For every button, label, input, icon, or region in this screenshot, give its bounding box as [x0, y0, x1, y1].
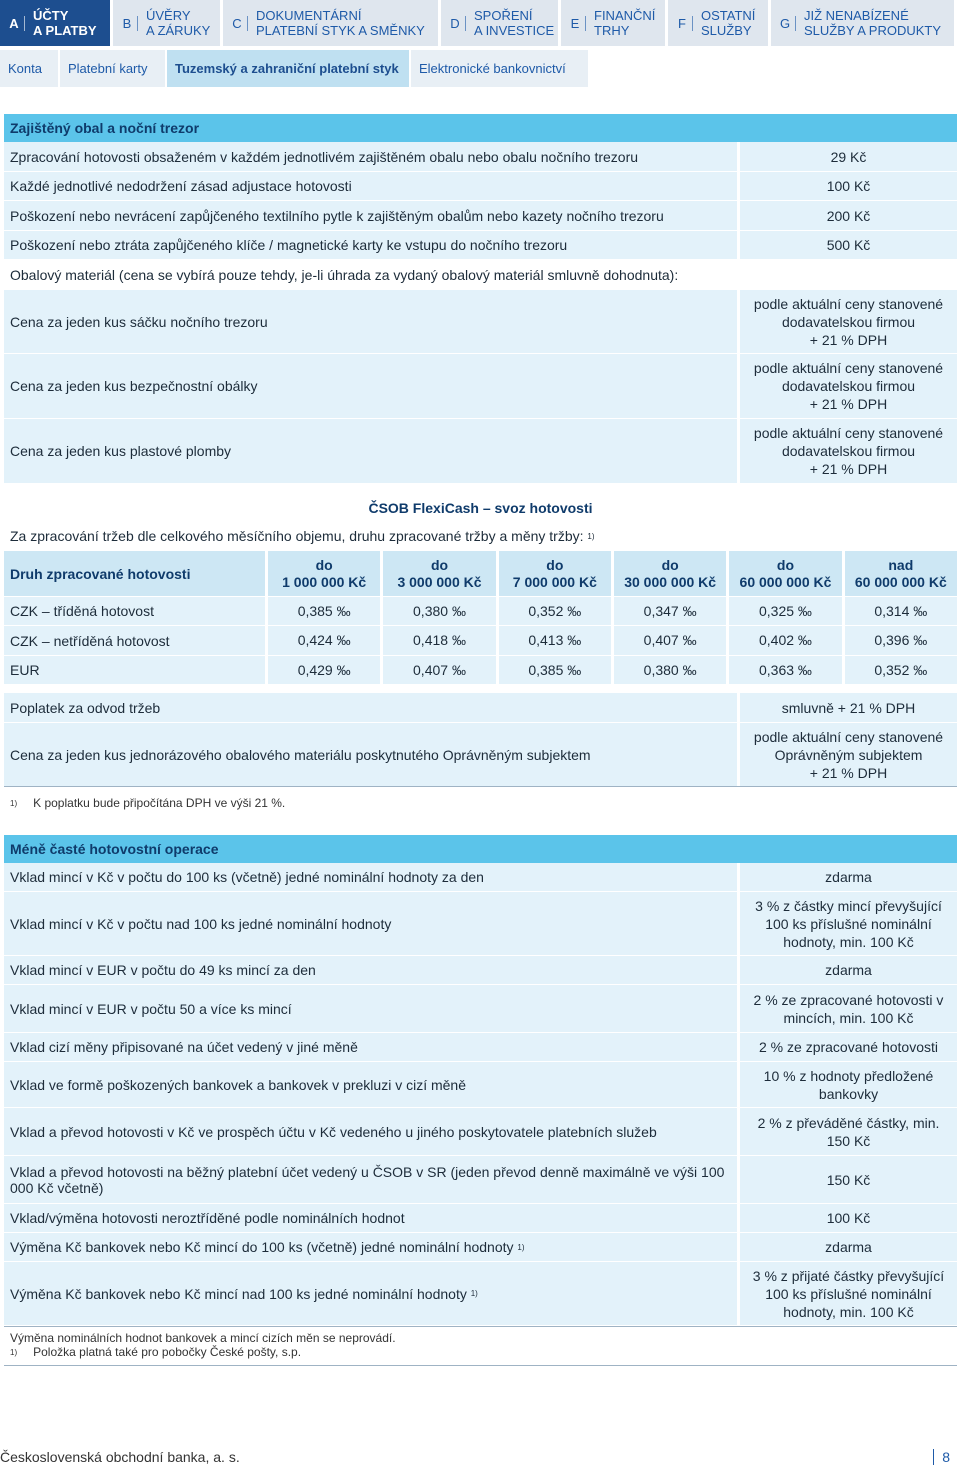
cell: 0,413 ‰: [496, 626, 611, 655]
row-value: 29 Kč: [737, 142, 957, 171]
table-row: [4, 201, 957, 231]
operace-table: [4, 835, 957, 1366]
section-nav: [0, 0, 960, 46]
row-label: [4, 1233, 737, 1261]
nav-tab-label: FINANČNÍ TRHY: [594, 8, 656, 38]
nav-tab-a[interactable]: [0, 0, 110, 46]
note: [4, 1326, 957, 1344]
row-value: 3 % z částky mincí převyšující 100 ks příslušné nominální hodnoty, min. 100 Kč: [737, 892, 957, 955]
spacer: [4, 685, 957, 693]
sub-nav: [0, 50, 588, 87]
row-value: 100 Kč: [737, 172, 957, 200]
row-label: Poškození nebo nevrácení zapůjčeného textilního pytle k zajištěným obalům nebo kazety nočního trezoru: [10, 207, 664, 224]
row-value: podle aktuální ceny stanovené dodavatelskou firmou + 21 % DPH: [737, 290, 957, 353]
note-text: Výměna nominálních hodnot bankovek a mincí cizích měn se neprovádí.: [10, 1330, 396, 1345]
row-value: zdarma: [737, 956, 957, 984]
row-label: [4, 1033, 737, 1061]
intro-text: Za zpracování tržeb dle celkového měsíčního objemu, druhu zpracované tržby a měny tržby:: [10, 528, 584, 544]
row-label: Poškození nebo ztráta zapůjčeného klíče / magnetické karty ke vstupu do nočního trezoru: [10, 237, 568, 253]
row-label: Poplatek za odvod tržeb: [10, 699, 161, 716]
nav-tab-label: DOKUMENTÁRNÍ PLATEBNÍ STYK A SMĚNKY: [256, 8, 425, 38]
footnote-text: Položka platná také pro pobočky České pošty, s.p.: [33, 1345, 302, 1359]
flexicash-intro: [4, 522, 957, 551]
row-label-text: Vklad cizí měny připisované na účet vedený v jiné měně: [10, 1039, 358, 1055]
nav-tab-letter: C: [232, 15, 242, 31]
table-row: [4, 1156, 957, 1204]
nav-tab-letter: F: [678, 15, 686, 31]
row-value: zdarma: [737, 863, 957, 891]
table-row: [4, 693, 957, 723]
nav-tab-separator: [585, 16, 586, 31]
sub-tab[interactable]: Tuzemský a zahraniční platební styk: [167, 50, 409, 87]
table-row: [4, 142, 957, 172]
row-label-text: Vklad ve formě poškozených bankovek a bankovek v prekluzi v cizí měně: [10, 1076, 467, 1093]
row-label: [4, 956, 737, 984]
column-header: do 7 000 000 Kč: [496, 551, 611, 596]
cell: 0,352 ‰: [496, 597, 611, 625]
table-row: [4, 656, 957, 685]
row-label-text: Výměna Kč bankovek nebo Kč mincí do 100 ks (včetně) jedné nominální hodnoty: [10, 1239, 514, 1255]
flexicash-title: ČSOB FlexiCash – svoz hotovosti: [4, 494, 957, 522]
row-label-text: Vklad a převod hotovosti v Kč ve prospěch účtu v Kč vedeného u jiného poskytovatele platebních služeb: [10, 1123, 657, 1140]
table-row: [4, 1233, 957, 1262]
sub-tab[interactable]: Elektronické bankovnictví: [411, 50, 588, 87]
column-header: do 60 000 000 Kč: [726, 551, 841, 596]
row-value: 2 % z převáděné částky, min. 150 Kč: [737, 1108, 957, 1155]
row-value: 10 % z hodnoty předložené bankovky: [737, 1062, 957, 1107]
row-label: EUR: [10, 662, 40, 678]
column-header: nad 60 000 000 Kč: [842, 551, 957, 596]
page-number: 8: [933, 1449, 950, 1465]
footnote-ref: 1): [517, 1242, 525, 1252]
nav-tab-separator: [137, 16, 138, 31]
column-header: do 3 000 000 Kč: [380, 551, 495, 596]
table-row: [4, 1108, 957, 1156]
nav-tab-e[interactable]: [561, 0, 665, 46]
row-label-text: Vklad mincí v Kč v počtu do 100 ks (včetně) jedné nominální hodnoty za den: [10, 869, 484, 885]
nav-tab-letter: G: [779, 15, 791, 31]
cell: 0,363 ‰: [726, 656, 841, 684]
row-label-text: Vklad mincí v Kč v počtu nad 100 ks jedné nominální hodnoty: [10, 915, 392, 932]
table-row: [4, 231, 957, 260]
cell: 0,385 ‰: [265, 597, 380, 625]
nav-tab-letter: A: [9, 15, 19, 31]
cell: 0,418 ‰: [380, 626, 495, 655]
cell: 0,380 ‰: [380, 597, 495, 625]
cell: 0,429 ‰: [265, 656, 380, 684]
table-row: [4, 290, 957, 354]
row-label: [4, 1156, 737, 1203]
column-header: do 1 000 000 Kč: [265, 551, 380, 596]
row-label: CZK – tříděná hotovost: [10, 603, 154, 619]
row-label: CZK – netříděná hotovost: [10, 632, 170, 649]
sub-tab[interactable]: Konta: [0, 50, 58, 87]
cell: 0,396 ‰: [842, 626, 957, 655]
footnote-text: K poplatku bude připočítána DPH ve výši 21 %.: [33, 796, 286, 810]
row-label: [4, 1062, 737, 1107]
row-value: 150 Kč: [737, 1156, 957, 1203]
nav-tab-b[interactable]: [113, 0, 220, 46]
table-row: [4, 172, 957, 201]
page-footer: [0, 1447, 960, 1467]
row-value: smluvně + 21 % DPH: [737, 693, 957, 722]
footnote: [4, 1344, 957, 1360]
table-row: [4, 597, 957, 626]
nav-tab-f[interactable]: [668, 0, 768, 46]
table-row: [4, 1204, 957, 1233]
nav-tab-separator: [692, 16, 693, 31]
row-value: 2 % ze zpracované hotovosti v mincích, min. 100 Kč: [737, 985, 957, 1032]
column-header: do 30 000 000 Kč: [611, 551, 726, 596]
nav-tab-label: SPOŘENÍ A INVESTICE: [474, 8, 555, 38]
cell: 0,424 ‰: [265, 626, 380, 655]
flexicash-table: [4, 494, 957, 819]
row-label: Cena za jeden kus bezpečnostní obálky: [10, 378, 258, 394]
row-label-text: Vklad/výměna hotovosti neroztříděné podle nominálních hodnot: [10, 1210, 405, 1226]
row-value: podle aktuální ceny stanovené dodavatelskou firmou + 21 % DPH: [737, 354, 957, 418]
divider: [4, 1360, 957, 1366]
nav-tab-separator: [465, 16, 466, 31]
cell: 0,380 ‰: [611, 656, 726, 684]
row-label-text: Vklad mincí v EUR v počtu 50 a více ks mincí: [10, 1000, 292, 1017]
table-row: [4, 723, 957, 787]
nav-tab-label: JIŽ NENABÍZENÉ SLUŽBY A PRODUKTY: [804, 8, 942, 38]
row-value: 2 % ze zpracované hotovosti: [737, 1033, 957, 1061]
row-label: [4, 1204, 737, 1232]
nav-tab-letter: D: [450, 15, 460, 31]
sub-tab[interactable]: Platební karty: [60, 50, 165, 87]
row-label: Zpracování hotovosti obsaženém v každém jednotlivém zajištěném obalu nebo obalu nočního trezoru: [10, 148, 639, 165]
row-label: [4, 892, 737, 955]
trezor-table: [4, 114, 957, 484]
row-value: 500 Kč: [737, 231, 957, 259]
operace-title: Méně časté hotovostní operace: [4, 835, 957, 863]
footnote-ref: 1): [470, 1289, 478, 1298]
nav-tab-label: ÚČTY A PLATBY: [33, 8, 97, 38]
table-row: [4, 626, 957, 656]
material-note: Obalový materiál (cena se vybírá pouze tehdy, je-li úhrada za vydaný obalový materiál smluvně dohodnuta):: [4, 260, 957, 290]
nav-tab-c[interactable]: [223, 0, 438, 46]
cell: 0,407 ‰: [380, 656, 495, 684]
nav-tab-label: ÚVĚRY A ZÁRUKY: [146, 8, 211, 38]
row-label: [4, 985, 737, 1032]
row-value: 100 Kč: [737, 1204, 957, 1232]
nav-tab-separator: [795, 16, 796, 31]
row-label: Cena za jeden kus plastové plomby: [10, 443, 232, 459]
flexicash-header-row: [4, 551, 957, 597]
row-label: [4, 1262, 737, 1325]
cell: 0,325 ‰: [726, 597, 841, 625]
table-row: [4, 863, 957, 892]
company-name: Československá obchodní banka, a. s.: [0, 1449, 240, 1465]
table-row: [4, 892, 957, 956]
row-label: [4, 863, 737, 891]
row-value: podle aktuální ceny stanovené Oprávněným subjektem + 21 % DPH: [737, 723, 957, 786]
footnote-mark: 1): [10, 1347, 18, 1357]
row-value: zdarma: [737, 1233, 957, 1261]
row-label-text: Výměna Kč bankovek nebo Kč mincí nad 100 ks jedné nominální hodnoty: [10, 1285, 467, 1302]
table-row: [4, 1062, 957, 1108]
column-header-type: Druh zpracované hotovosti: [10, 565, 191, 582]
row-value: 200 Kč: [737, 201, 957, 230]
nav-tab-label: OSTATNÍ SLUŽBY: [701, 8, 756, 38]
table-row: [4, 354, 957, 419]
nav-tab-g[interactable]: [771, 0, 954, 46]
footnote-mark: 1): [10, 798, 18, 808]
row-label: Každé jednotlivé nedodržení zásad adjustace hotovosti: [10, 178, 352, 194]
footnote: [4, 787, 957, 819]
operace-rows: [4, 863, 957, 1326]
table-row: [4, 419, 957, 484]
cell: 0,402 ‰: [726, 626, 841, 655]
nav-tab-letter: B: [122, 15, 132, 31]
trezor-title: Zajištěný obal a noční trezor: [4, 114, 957, 142]
row-value: podle aktuální ceny stanovené dodavatelskou firmou + 21 % DPH: [737, 419, 957, 483]
cell: 0,314 ‰: [842, 597, 957, 625]
row-label: Cena za jeden kus sáčku nočního trezoru: [10, 313, 268, 330]
table-row: [4, 985, 957, 1033]
cell: 0,385 ‰: [496, 656, 611, 684]
table-row: [4, 1033, 957, 1062]
row-label-text: Vklad mincí v EUR v počtu do 49 ks mincí za den: [10, 962, 316, 978]
row-label: [4, 1108, 737, 1155]
nav-tab-separator: [247, 16, 248, 31]
row-value: 3 % z přijaté částky převyšující 100 ks příslušné nominální hodnoty, min. 100 Kč: [737, 1262, 957, 1325]
nav-tab-separator: [24, 16, 25, 31]
table-row: [4, 1262, 957, 1326]
row-label-text: Vklad a převod hotovosti na běžný platební účet vedený u ČSOB v SR (jeden převod denně maximálně ve výši 100 000 Kč včetně): [10, 1163, 725, 1196]
cell: 0,347 ‰: [611, 597, 726, 625]
nav-tab-d[interactable]: [441, 0, 558, 46]
nav-tab-letter: E: [570, 15, 580, 31]
cell: 0,352 ‰: [842, 656, 957, 684]
cell: 0,407 ‰: [611, 626, 726, 655]
row-label: Cena za jeden kus jednorázového obalového materiálu poskytnutého Oprávněným subjektem: [10, 746, 591, 763]
footnote-ref: 1): [587, 531, 595, 541]
table-row: [4, 956, 957, 985]
